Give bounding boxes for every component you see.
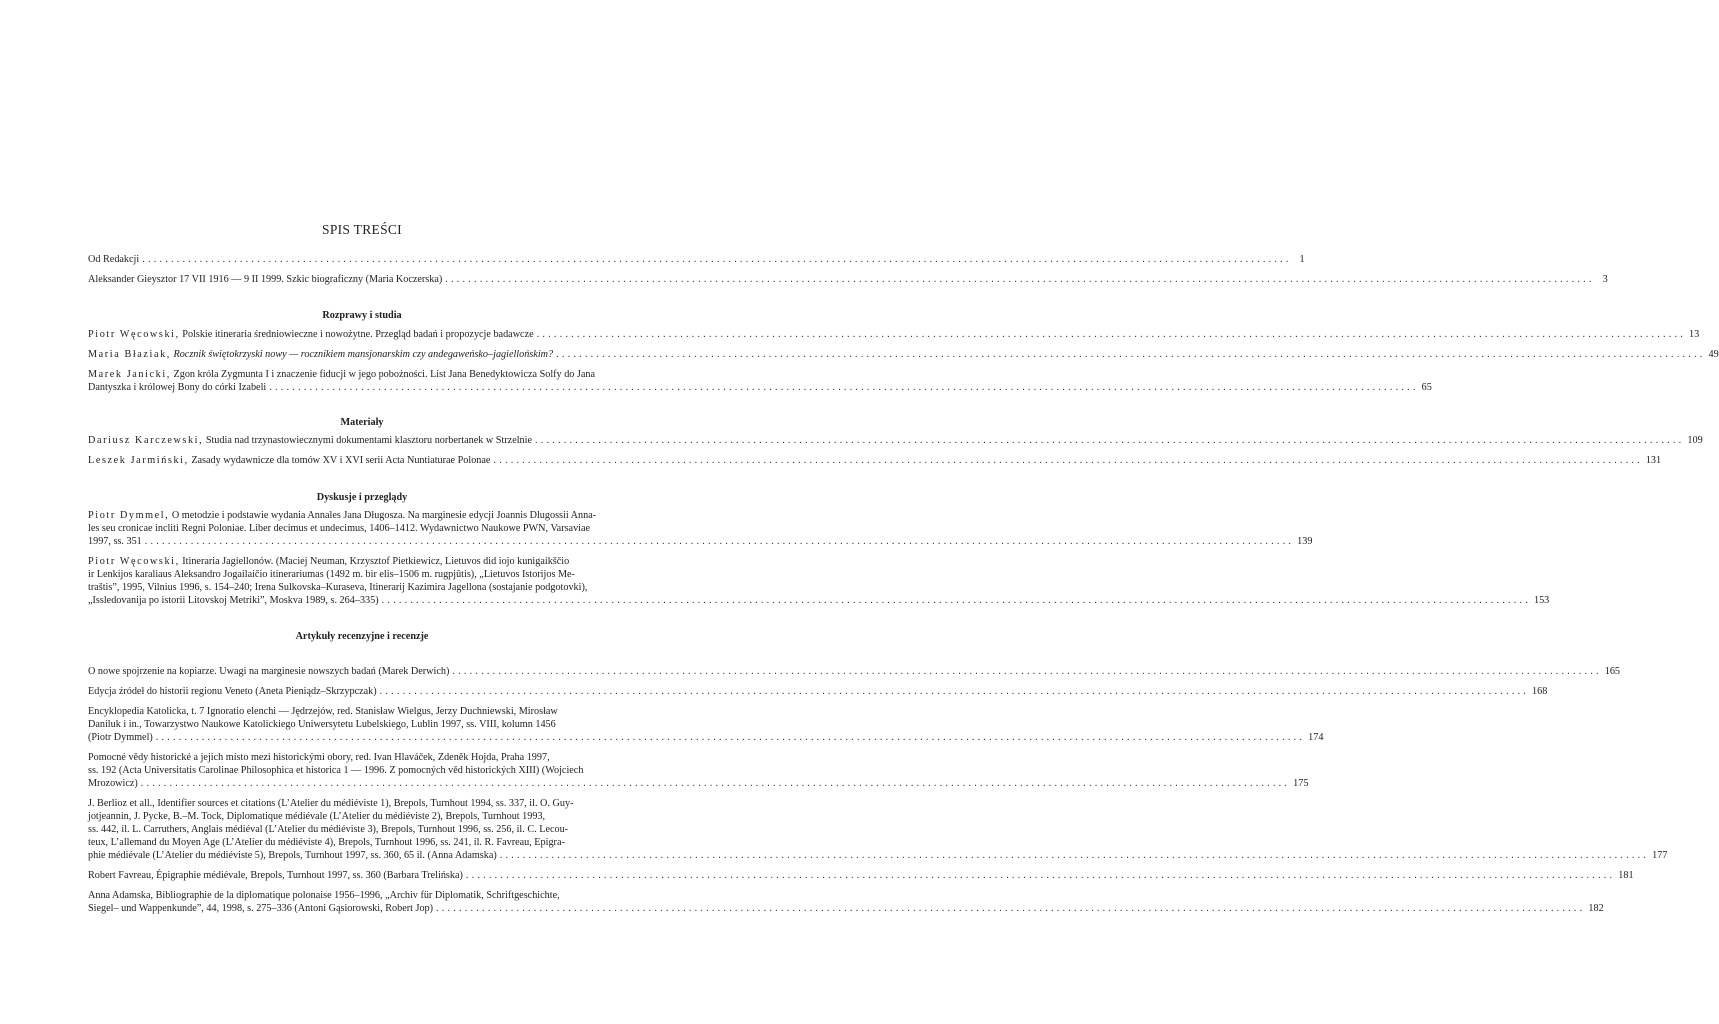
toc-entry[interactable]: [88, 705, 1324, 744]
leader-dots: ........................................................................................................................................................................................................: [536, 329, 1686, 340]
page-number: 139: [1297, 536, 1313, 547]
page-number: 13: [1689, 329, 1700, 340]
section-heading: Dyskusje i przeglądy: [316, 492, 408, 503]
entry-title: Maria Błaziak, Rocznik świętokrzyski nowy — rocznikiem mansjonarskim czy andegaweńsko–jagiellońskim?: [88, 349, 554, 360]
leader-dots: ........................................................................................................................................................................................................: [436, 903, 1586, 914]
page-number: 65: [1421, 382, 1432, 393]
page-number: 175: [1293, 778, 1309, 789]
entry-line: (Piotr Dymmel): [88, 732, 153, 743]
leader-dots: ........................................................................................................................................................................................................: [535, 435, 1685, 446]
leader-dots: ........................................................................................................................................................................................................: [465, 870, 1616, 881]
leader-dots: ........................................................................................................................................................................................................: [144, 536, 1295, 547]
entry-line: Encyklopedia Katolicka, t. 7 Ignoratio elenchi — Jędrzejów, red. Stanisław Wielgus, Jerzy Duchniewski, Mirosław: [88, 706, 558, 717]
toc-entry[interactable]: [88, 454, 1662, 467]
toc-entry[interactable]: [88, 434, 1703, 447]
toc-entry[interactable]: [88, 685, 1548, 698]
page-number: 3: [1602, 274, 1608, 285]
page-number: 153: [1533, 595, 1550, 606]
entry-title: Dariusz Karczewski, Studia nad trzynastowiecznymi dokumentami klasztoru norbertanek w Strzelnie: [88, 435, 533, 446]
section-list: [88, 509, 1550, 614]
section-list: [88, 434, 1703, 474]
toc-entry[interactable]: [88, 253, 1305, 266]
entry-line: Daniluk i in., Towarzystwo Naukowe Katolickiego Uniwersytetu Lubelskiego, Lublin 1997, ss. VIII, kolumn 1456: [88, 719, 556, 730]
entry-title: Aleksander Gieysztor 17 VII 1916 — 9 II 1999. Szkic biograficzny (Maria Koczerska): [88, 274, 443, 285]
toc-entry[interactable]: [88, 555, 1550, 607]
section-list: [88, 665, 1668, 922]
entry-title: O nowe spojrzenie na kopiarze. Uwagi na marginesie nowszych badań (Marek Derwich): [88, 666, 450, 677]
leader-dots: ........................................................................................................................................................................................................: [499, 850, 1650, 861]
entry-line: teux, L’allemand du Moyen Age (L’Atelier du médiéviste 4), Brepols, Turnhout 1996, ss. 241, il. R. Favreau, Epigra-: [88, 837, 565, 848]
section-list: [88, 328, 1719, 401]
toc-entry[interactable]: [88, 328, 1700, 341]
page-number: 1: [1299, 254, 1305, 265]
toc-entry[interactable]: [88, 889, 1604, 915]
leader-dots: ........................................................................................................................................................................................................: [142, 254, 1292, 265]
entry-line: phie médiévale (L’Atelier du médiéviste 5), Brepols, Turnhout 1997, ss. 360, 65 il. (Anna Adamska): [88, 850, 497, 861]
entry-line: Mrozowicz): [88, 778, 138, 789]
entry-line: J. Berlioz et all., Identifier sources et citations (L’Atelier du médiéviste 1), Brepols, Turnhout 1994, ss. 337, il. O. Guy-: [88, 798, 574, 809]
page-number: 165: [1604, 666, 1620, 677]
toc-entry[interactable]: [88, 273, 1608, 286]
entry-title: Robert Favreau, Épigraphie médiévale, Brepols, Turnhout 1997, ss. 360 (Barbara Trelińska): [88, 870, 463, 881]
leader-dots: ........................................................................................................................................................................................................: [556, 349, 1706, 360]
page-number: 109: [1687, 435, 1703, 446]
leader-dots: ........................................................................................................................................................................................................: [269, 382, 1419, 393]
entry-title: Od Redakcji: [88, 254, 140, 265]
toc-entry[interactable]: [88, 751, 1309, 790]
section-heading: Artykuły recenzyjne i recenzje: [295, 631, 429, 642]
entry-line: Siegel– und Wappenkunde”, 44, 1998, s. 275–336 (Antoni Gąsiorowski, Robert Jop): [88, 903, 434, 914]
leader-dots: ........................................................................................................................................................................................................: [381, 595, 1531, 606]
entry-title: Leszek Jarmiński, Zasady wydawnicze dla tomów XV i XVI serii Acta Nuntiaturae Polonae: [88, 455, 491, 466]
toc-entry[interactable]: [88, 869, 1634, 882]
entry-line: Piotr Dymmel, O metodzie i podstawie wydania Annales Jana Długosza. Na marginesie edycji Joannis Dlugossii Anna-: [88, 510, 597, 521]
entry-line: „Issledovanija po istorii Litovskoj Metriki”, Moskva 1989, s. 264–335): [88, 595, 379, 606]
page-number: 181: [1618, 870, 1634, 881]
leader-dots: ........................................................................................................................................................................................................: [493, 455, 1643, 466]
entry-line: ss. 192 (Acta Universitatis Carolinae Philosophica et historica 1 — 1996. Z pomocných věd historických XIII) (Wojciech: [88, 765, 584, 776]
entry-line: Pomocné vědy historické a jejich místo mezi historickými obory, red. Ivan Hlaváček, Zdeněk Hojda, Praha 1997,: [88, 752, 550, 763]
leader-dots: ........................................................................................................................................................................................................: [445, 274, 1595, 285]
page-title: SPIS TREŚCI: [322, 222, 402, 237]
toc-entry[interactable]: [88, 797, 1668, 862]
toc-entry[interactable]: [88, 665, 1620, 678]
toc-entry[interactable]: [88, 368, 1432, 394]
entry-line: Anna Adamska, Bibliographie de la diplomatique polonaise 1956–1996, „Archiv für Diplomatik, Schriftgeschichte,: [88, 890, 560, 901]
entry-line: Piotr Węcowski, Itineraria Jagiellonów. (Maciej Neuman, Krzysztof Pietkiewicz, Lietuvos did iojo kunigaikščio: [88, 556, 570, 567]
page-number: 174: [1308, 732, 1324, 743]
entry-line: Marek Janicki, Zgon króla Zygmunta I i znaczenie fiducji w jego pobożności. List Jana Benedyktowicza Solfy do Jana: [88, 369, 596, 380]
leader-dots: ........................................................................................................................................................................................................: [140, 778, 1291, 789]
toc-entry[interactable]: [88, 509, 1313, 548]
leader-dots: ........................................................................................................................................................................................................: [379, 686, 1530, 697]
page-number: 177: [1652, 850, 1668, 861]
page-number: 131: [1645, 455, 1662, 466]
entry-line: ss. 442, il. L. Carruthers, Anglais médiéval (L’Atelier du médiéviste 3), Brepols, Turnhout 1996, ss. 256, il. C. Lecou-: [88, 824, 569, 835]
entry-line: jotjeannin, J. Pycke, B.–M. Tock, Diplomatique médiévale (L’Atelier du médiéviste 2), Brepols, Turnhout 1993,: [88, 811, 546, 822]
intro-list: [88, 253, 1608, 293]
entry-line: 1997, ss. 351: [88, 536, 142, 547]
section-heading: Materiały: [340, 417, 384, 428]
page-number: 49: [1708, 349, 1719, 360]
entry-line: Dantyszka i królowej Bony do córki Izabeli: [88, 382, 267, 393]
section-heading: Rozprawy i studia: [322, 310, 402, 321]
entry-title: Piotr Węcowski, Polskie itineraria średniowieczne i nowożytne. Przegląd badań i propozycje badawcze: [88, 329, 534, 340]
leader-dots: ........................................................................................................................................................................................................: [452, 666, 1602, 677]
entry-line: ir Lenkijos karaliaus Aleksandro Jogailaičio itinerariumas (1492 m. bir elis–1506 m. rugpjūtis), „Lietuvos Istorijos Me-: [88, 569, 575, 580]
leader-dots: ........................................................................................................................................................................................................: [155, 732, 1306, 743]
toc-entry[interactable]: [88, 348, 1719, 361]
entry-line: les seu cronicae incliti Regni Poloniae. Liber decimus et undecimus, 1406–1412. Wydawnictwo Naukowe PWN, Varsaviae: [88, 523, 591, 534]
page-number: 182: [1588, 903, 1604, 914]
entry-title: Edycja źródeł do historii regionu Veneto (Aneta Pieniądz–Skrzypczak): [88, 686, 377, 697]
entry-line: traštis”, 1995, Vilnius 1996, s. 154–240; Irena Sulkovska–Kuraseva, Itinerarij Kazimira Jagellona (sostajanie podgotovki),: [88, 582, 588, 593]
page-number: 168: [1532, 686, 1548, 697]
